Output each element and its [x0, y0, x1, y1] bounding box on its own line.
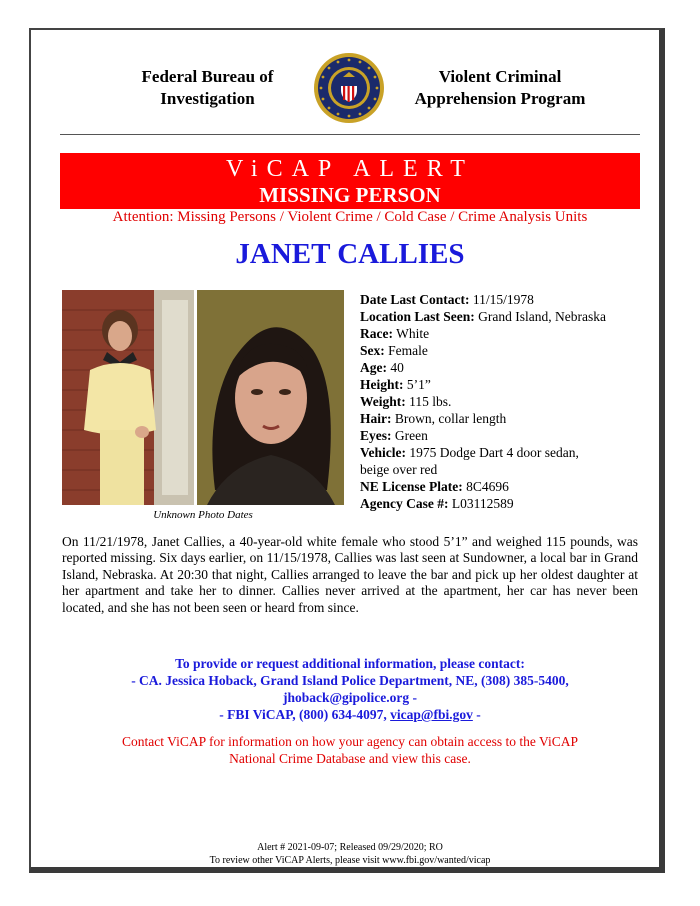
vicap-name-line1: Violent Criminal — [438, 67, 562, 86]
fbi-name-heading — [120, 66, 295, 110]
contact-local-agency: - CA. Jessica Hoback, Grand Island Police Department, NE, (308) 385-5400, — [131, 673, 569, 688]
detail-license-plate: NE License Plate: 8C4696 — [360, 479, 509, 494]
detail-vehicle: Vehicle: 1975 Dodge Dart 4 door sedan, beige over red — [360, 445, 579, 477]
header-divider — [60, 134, 640, 135]
photo-caption: Unknown Photo Dates — [153, 509, 253, 521]
database-access-note — [0, 733, 700, 767]
subject-details — [360, 291, 650, 512]
detail-sex: Sex: Female — [360, 343, 428, 358]
vicap-email-link[interactable]: vicap@fbi.gov — [390, 707, 473, 722]
banner-title: ViCAP ALERT — [226, 156, 474, 182]
access-line2: National Crime Database and view this case. — [229, 751, 471, 766]
detail-hair: Hair: Brown, collar length — [360, 411, 507, 426]
detail-date-last-contact: Date Last Contact: 11/15/1978 — [360, 292, 534, 307]
fbi-name-line1: Federal Bureau of — [141, 67, 274, 86]
detail-race: Race: White — [360, 326, 430, 341]
case-narrative: On 11/21/1978, Janet Callies, a 40-year-old white female who stood 5’1” and weighed 115 pounds, was reported missing. Six days earlier, on 11/15/1978, Callies was last seen at Sundowner, a local bar in Grand Island, Nebraska. At 20:30 that night, Callies arranged to leave the bar and pick up her oldest daughter at her apartment and take her to dinner. Callies never arrived at the apartment, her car has never been located, and she has not been seen or heard from since. — [62, 534, 638, 615]
banner-subtitle: MISSING PERSON — [259, 183, 441, 207]
subject-name: JANET CALLIES — [235, 238, 465, 270]
alert-footer — [0, 841, 700, 867]
alert-number: Alert # 2021-09-07; Released 09/29/2020; RO — [257, 842, 443, 853]
subject-photo-portrait — [197, 290, 344, 505]
vicap-website-note: To review other ViCAP Alerts, please visit www.fbi.gov/wanted/vicap — [209, 855, 491, 866]
detail-weight: Weight: 115 lbs. — [360, 394, 452, 409]
vicap-name-line2: Apprehension Program — [414, 89, 586, 108]
detail-eyes: Eyes: Green — [360, 428, 428, 443]
detail-height: Height: 5’1” — [360, 377, 431, 392]
detail-agency-case: Agency Case #: L03112589 — [360, 496, 514, 511]
access-line1: Contact ViCAP for information on how your agency can obtain access to the ViCAP — [122, 734, 578, 749]
fbi-seal-icon — [313, 52, 385, 124]
subject-photo-full-body — [62, 290, 194, 505]
fbi-name-line2: Investigation — [160, 89, 255, 108]
contact-local-email[interactable]: jhoback@gipolice.org - — [282, 690, 418, 705]
alert-banner — [60, 153, 640, 209]
contact-info — [0, 655, 700, 723]
attention-line: Attention: Missing Persons / Violent Crime / Cold Case / Crime Analysis Units — [112, 209, 588, 225]
detail-age: Age: 40 — [360, 360, 404, 375]
detail-location-last-seen: Location Last Seen: Grand Island, Nebraska — [360, 309, 606, 324]
vicap-name-heading — [400, 66, 600, 110]
contact-fbi-vicap: - FBI ViCAP, (800) 634-4097, vicap@fbi.gov - — [219, 707, 481, 722]
contact-heading: To provide or request additional information, please contact: — [175, 656, 525, 671]
